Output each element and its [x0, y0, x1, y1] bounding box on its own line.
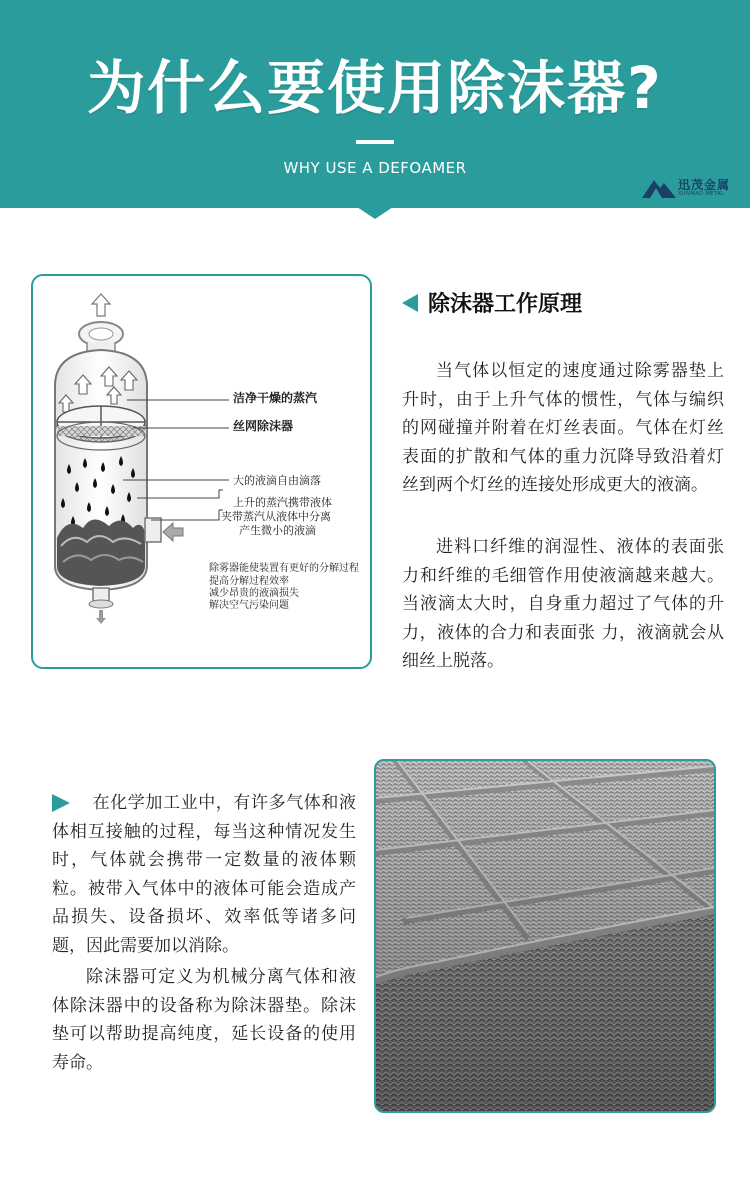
header-banner — [0, 0, 750, 208]
industry-paragraph-2: 除沫器可定义为机械分离气体和液体除沫器中的设备称为除沫器垫。除沫垫可以帮助提高纯度，延长设备的使用寿命。 — [52, 967, 356, 1073]
logo-text: 迅茂金属 — [678, 178, 731, 192]
label-clean-steam: 洁净干燥的蒸汽 — [233, 391, 318, 405]
principle-paragraph-2: 进料口纤维的润湿性、液体的表面张力和纤维的毛细管作用使液滴越来越大。当液滴太大时，自身重力超过了气体的升力，液体的合力和表面张 力，液滴就会从细丝上脱落。 — [402, 537, 724, 671]
outlet-arrow-icon — [92, 294, 110, 316]
section-heading-principle — [402, 290, 582, 320]
logo-mountain-icon — [642, 176, 676, 198]
label-benefit-3: 减少昂贵的液滴损失 — [209, 588, 299, 599]
defoamer-diagram-panel — [31, 274, 372, 669]
heading-triangle-icon — [402, 294, 418, 312]
label-benefit-1: 除雾器能使装置有更好的分解过程 — [209, 563, 359, 574]
drain-arrow-icon — [96, 610, 106, 624]
label-droplets-fall: 大的液滴自由滴落 — [233, 474, 321, 487]
brand-logo — [642, 174, 742, 200]
industry-paragraph-1 — [52, 789, 356, 960]
label-benefit-4: 解决空气污染问题 — [209, 600, 289, 611]
label-entrained-separate: 夹带蒸汽从液体中分离 — [221, 510, 331, 523]
label-small-droplets: 产生微小的液滴 — [239, 524, 316, 537]
inlet-arrow-icon — [163, 523, 183, 541]
defoamer-diagram — [33, 276, 370, 667]
logo-subtext: XUNMAO METAL — [678, 191, 725, 197]
title-divider — [356, 140, 394, 144]
section-heading-text: 除沫器工作原理 — [428, 292, 583, 317]
principle-paragraph-1: 当气体以恒定的速度通过除雾器垫上升时，由于上升气体的惯性，气体与编织的网碰撞并附着在灯丝表面。气体在灯丝表面的扩散和气体的重力沉降导致沿着灯丝到两个灯丝的连接处形成更大的液滴。 — [402, 361, 724, 495]
mesh-pad-photo — [374, 759, 716, 1113]
mesh-pad-photo-illustration — [376, 761, 714, 1111]
page-subtitle: WHY USE A DEFOAMER — [283, 159, 467, 177]
header-notch — [357, 207, 393, 219]
label-wire-mesh: 丝网除沫器 — [233, 419, 294, 433]
label-benefit-2: 提高分解过程效率 — [209, 576, 289, 587]
page-title: 为什么要使用除沫器? — [87, 54, 663, 122]
label-rising-steam: 上升的蒸汽携带液体 — [233, 496, 332, 509]
industry-paragraph-1-text: 在化学加工业中，有许多气体和液体相互接触的过程，每当这种情况发生时，气体就会携带一定数量的液体颗粒。被带入气体中的液体可能会造成产品损失、设备损坏、效率低等诸多问题，因此需要加以消除。 — [52, 793, 356, 956]
